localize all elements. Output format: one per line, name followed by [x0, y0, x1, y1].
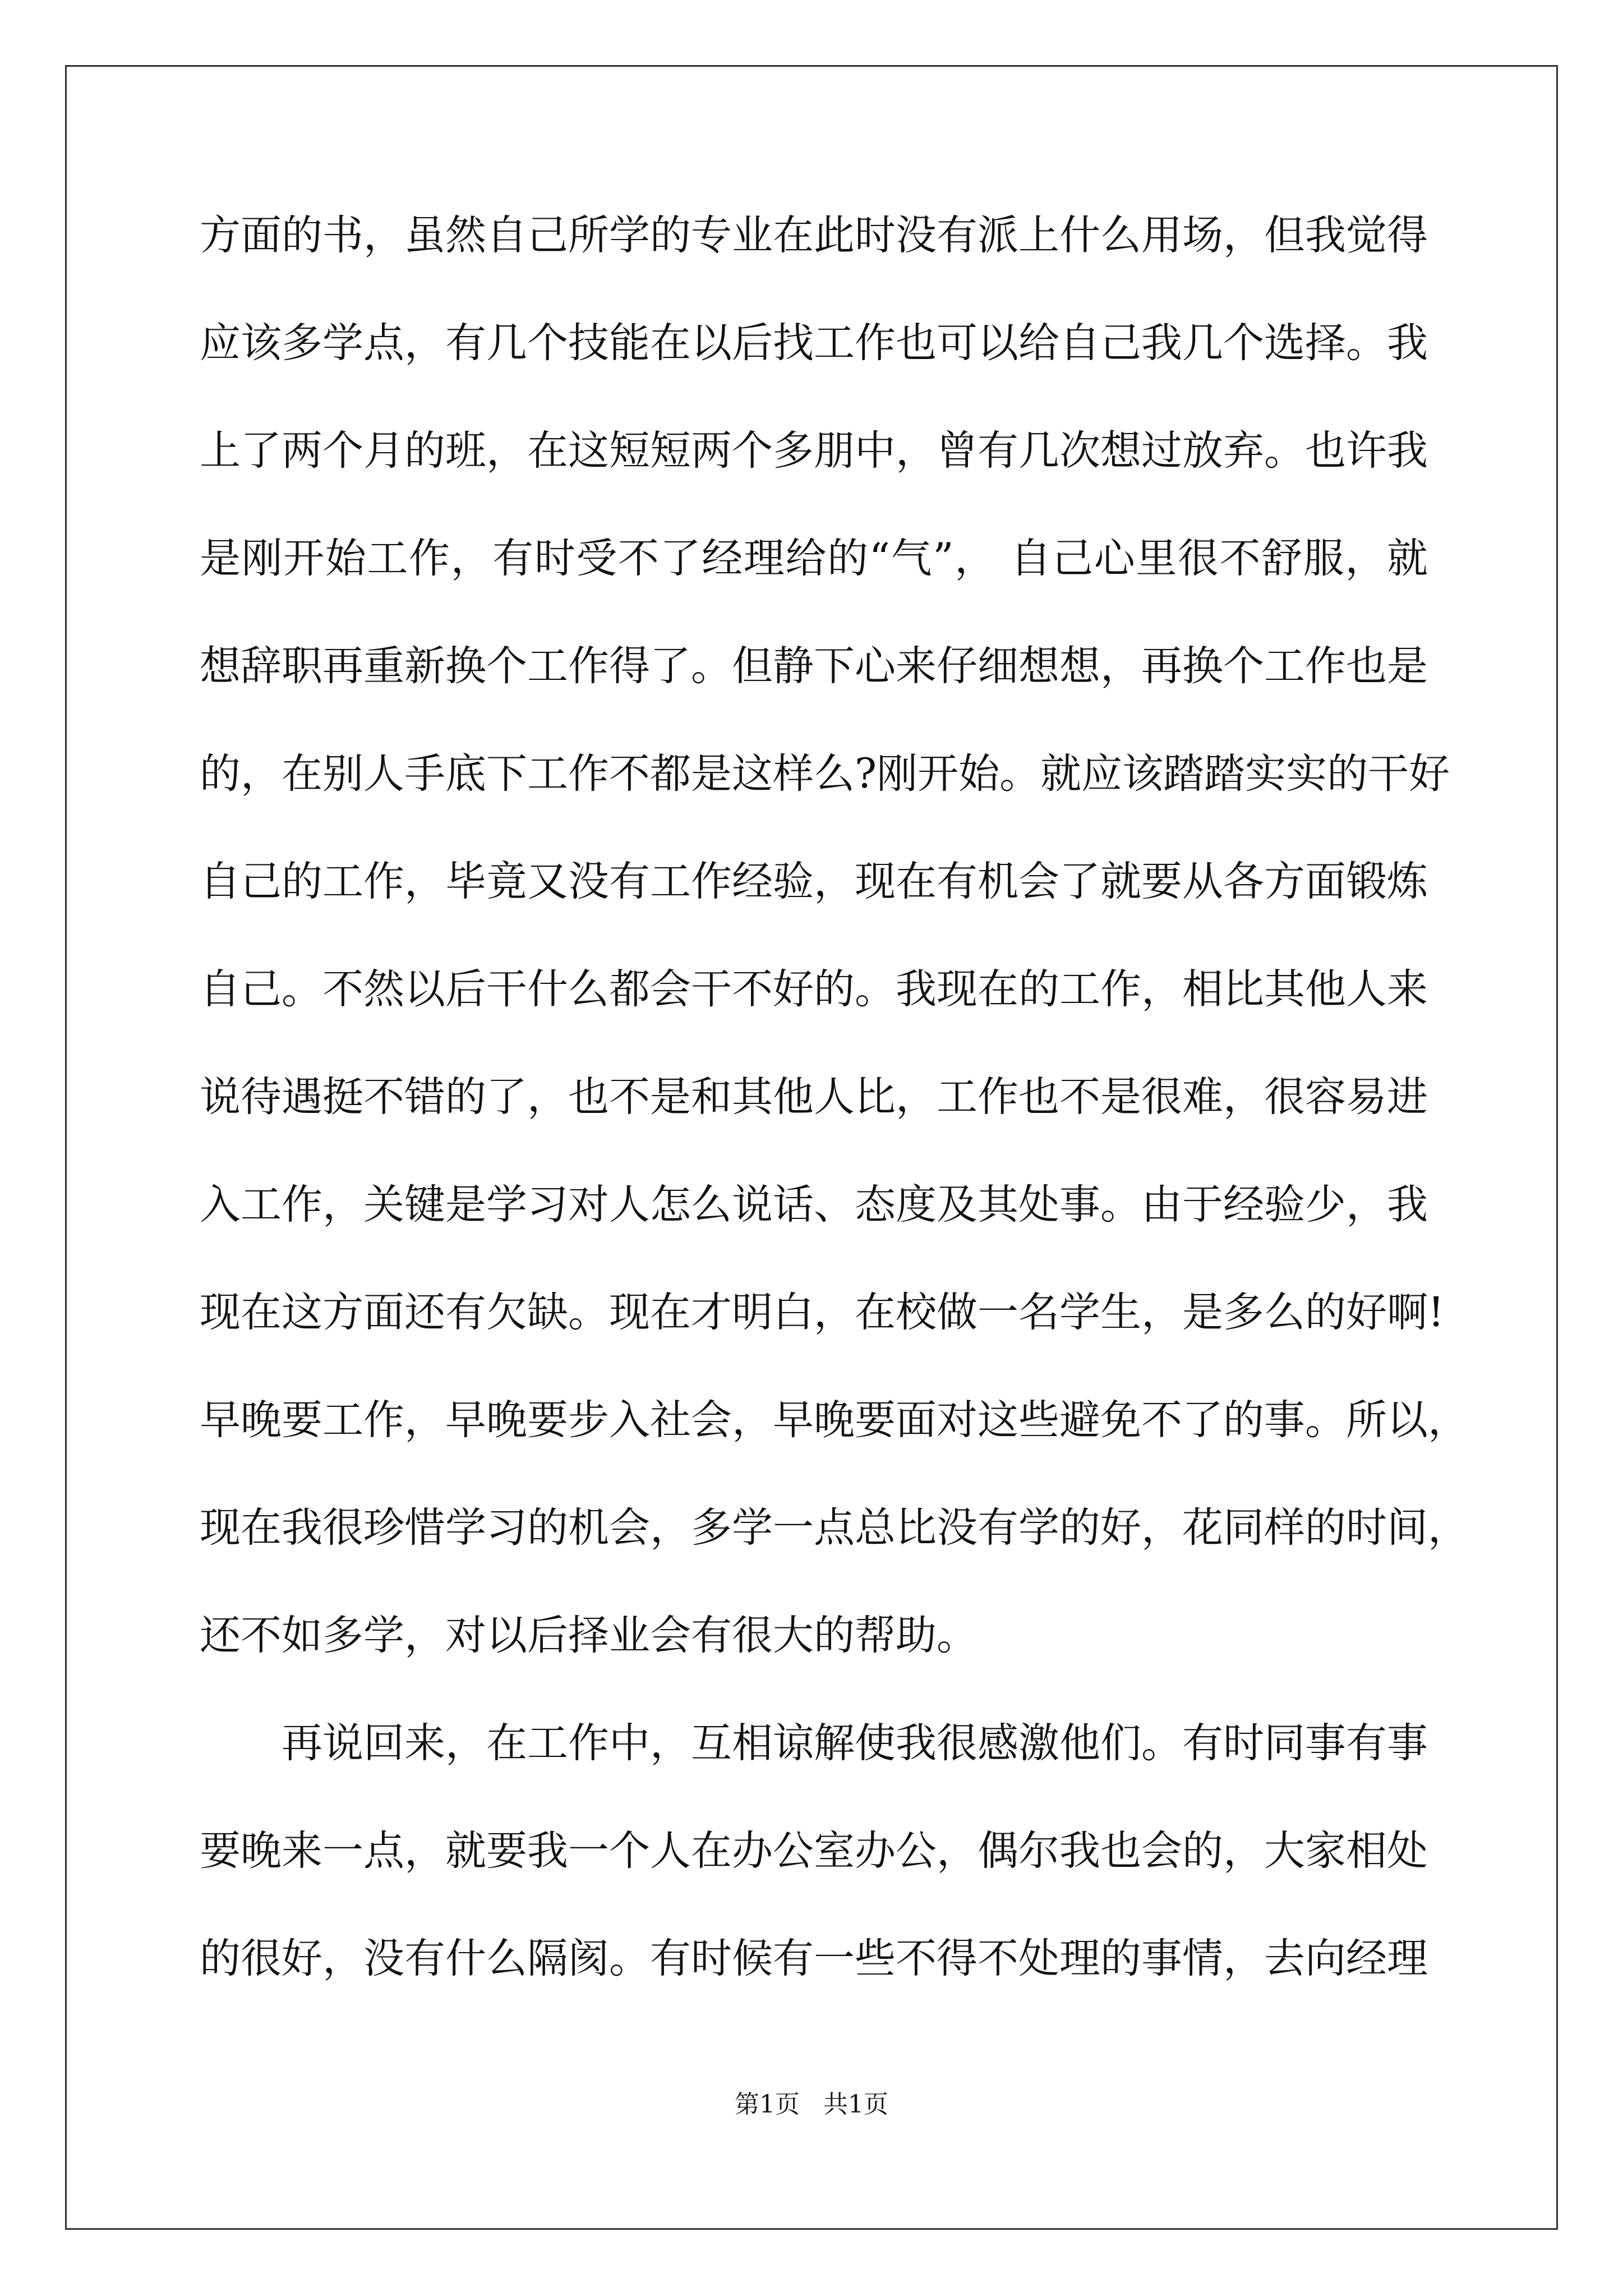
body-line: 自己的工作，毕竟又没有工作经验，现在有机会了就要从各方面锻炼	[200, 858, 1428, 905]
body-line: 上了两个月的班，在这短短两个多朋中，曾有几次想过放弃。也许我	[200, 427, 1428, 475]
paragraph-end-line: 还不如多学，对以后择业会有很大的帮助。	[200, 1612, 978, 1659]
body-line: 入工作，关键是学习对人怎么说话、态度及其处事。由于经验少，我	[200, 1181, 1428, 1228]
document-body	[200, 208, 1469, 2039]
body-line: 现在我很珍惜学习的机会，多学一点总比没有学的好，花同样的时间，	[200, 1504, 1469, 1552]
body-line: 方面的书，虽然自己所学的专业在此时没有派上什么用场，但我觉得	[200, 211, 1428, 259]
paragraph-start-line: 再说回来，在工作中，互相谅解使我很感激他们。有时同事有事	[282, 1719, 1428, 1767]
body-line: 的很好，没有什么隔阂。有时候有一些不得不处理的事情，去向经理	[200, 1935, 1428, 1982]
body-line: 要晚来一点，就要我一个人在办公室办公，偶尔我也会的，大家相处	[200, 1827, 1428, 1875]
body-line: 说待遇挺不错的了，也不是和其他人比，工作也不是很难，很容易进	[200, 1073, 1428, 1121]
body-line: 早晚要工作，早晚要步入社会，早晚要面对这些避免不了的事。所以，	[200, 1396, 1469, 1444]
page-number-footer: 第1页 共1页	[735, 2090, 888, 2119]
body-line: 应该多学点，有几个技能在以后找工作也可以给自己我几个选择。我	[200, 319, 1428, 367]
body-line: 是刚开始工作，有时受不了经理给的“气”， 自己心里很不舒服，就	[200, 535, 1428, 582]
body-line: 的，在别人手底下工作不都是这样么?刚开始。就应该踏踏实实的干好	[200, 750, 1450, 798]
body-line: 想辞职再重新换个工作得了。但静下心来仔细想想，再换个工作也是	[200, 642, 1428, 690]
body-line: 现在这方面还有欠缺。现在才明白，在校做一名学生，是多么的好啊!	[200, 1289, 1445, 1336]
body-line: 自己。不然以后干什么都会干不好的。我现在的工作，相比其他人来	[200, 965, 1428, 1013]
